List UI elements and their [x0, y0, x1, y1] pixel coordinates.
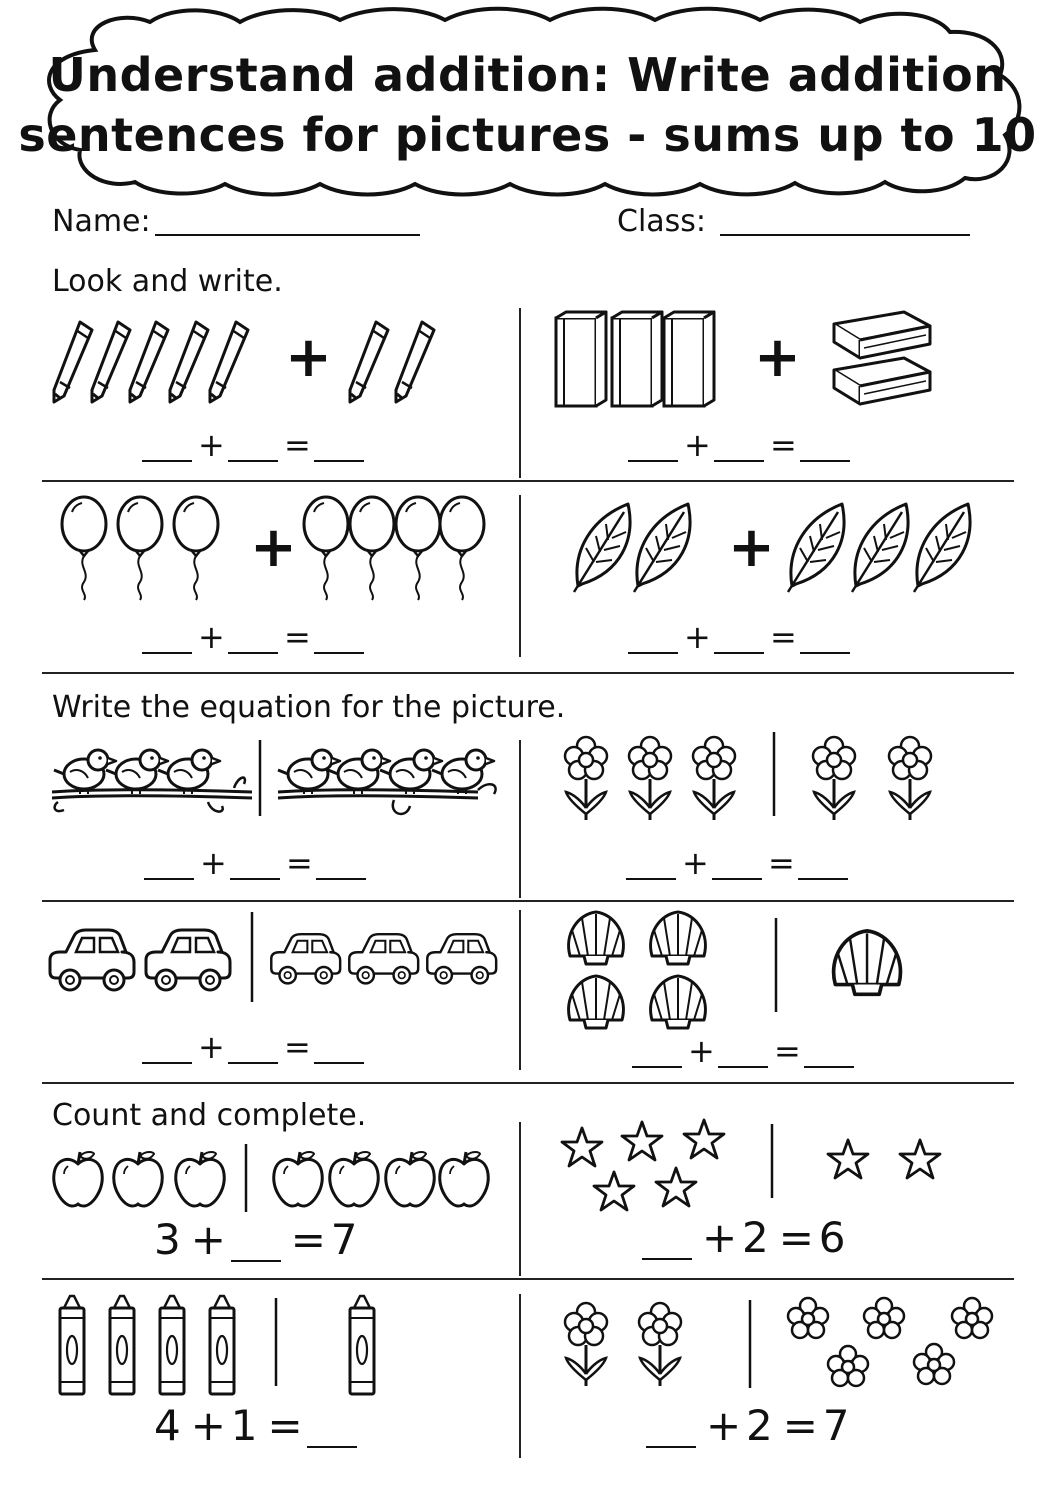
leaf-icon: [852, 504, 908, 592]
leaf-icon: [788, 504, 844, 592]
blossom-icon: [828, 1346, 868, 1386]
plus-sign: +: [190, 1215, 226, 1264]
balloon-icon: [440, 497, 484, 600]
answer-blank[interactable]: [626, 848, 676, 880]
star-icon: [562, 1128, 602, 1166]
crayon-icon: [60, 1296, 84, 1394]
car-icon: [146, 930, 230, 990]
answer-blank[interactable]: [307, 1406, 357, 1448]
answer-blank[interactable]: [314, 622, 364, 654]
sum: 7: [822, 1401, 850, 1450]
blossom-icon: [788, 1298, 828, 1338]
apple-icon: [54, 1152, 102, 1206]
balloon-icon: [304, 497, 348, 600]
answer-blank[interactable]: [800, 622, 850, 654]
blossom-icon: [914, 1344, 954, 1384]
shell-icon: [569, 912, 624, 964]
page-title-line-2: sentences for pictures - sums up to 10: [18, 108, 1037, 162]
equals-sign: =: [267, 1401, 303, 1450]
equals-sign: =: [284, 618, 311, 656]
answer-blank[interactable]: [632, 1036, 682, 1068]
answer-blank[interactable]: [316, 848, 366, 880]
name-label: Name:: [52, 204, 151, 239]
book-icon: [556, 312, 606, 406]
answer-blank[interactable]: [718, 1036, 768, 1068]
star-icon: [656, 1168, 696, 1206]
plus-sign: +: [198, 618, 225, 656]
shells-group: [562, 908, 922, 1036]
column-divider: [519, 740, 521, 898]
answer-blank[interactable]: [314, 430, 364, 462]
crayon-icon: [160, 1296, 184, 1394]
equation-crayons: [154, 1401, 357, 1450]
addend-2: 2: [746, 1401, 773, 1450]
star-icon: [594, 1172, 634, 1210]
flowers-group: [558, 732, 948, 824]
equation-stars: [642, 1213, 846, 1262]
cars-group: [46, 910, 506, 1005]
answer-blank[interactable]: [144, 848, 194, 880]
plus-sign: +: [684, 618, 711, 656]
equals-sign: =: [770, 426, 797, 464]
flower-icon: [693, 737, 735, 820]
answer-blank[interactable]: [230, 848, 280, 880]
answer-blank[interactable]: [228, 430, 278, 462]
crayons-group: [54, 1292, 394, 1398]
pencil-icon: [130, 322, 168, 402]
book-icon: [834, 312, 930, 358]
answer-blank[interactable]: [231, 1220, 281, 1262]
bird-icon: [328, 750, 390, 794]
column-divider: [519, 910, 521, 1070]
addend-2: 1: [230, 1401, 258, 1450]
equals-sign: =: [286, 844, 313, 882]
star-icon: [900, 1140, 940, 1178]
row-divider: [42, 672, 1014, 674]
column-divider: [519, 495, 521, 657]
answer-blank[interactable]: [628, 622, 678, 654]
equals-sign: =: [284, 1028, 311, 1066]
plus-sign: +: [198, 1028, 225, 1066]
bird-icon: [54, 750, 116, 794]
blossoms-group: [558, 1298, 1008, 1394]
stars-group: [556, 1116, 956, 1216]
answer-blank[interactable]: [142, 622, 192, 654]
equation-flowers: [626, 846, 848, 880]
column-divider: [519, 1294, 521, 1458]
flower-icon: [639, 1303, 681, 1386]
crayon-icon: [350, 1296, 374, 1394]
sum: 6: [818, 1213, 846, 1262]
column-divider: [519, 1122, 521, 1276]
equation-cars: [142, 1030, 364, 1064]
apple-icon: [440, 1152, 488, 1206]
books-group: [552, 308, 952, 413]
plus-sign: +: [702, 1213, 738, 1262]
shell-icon: [651, 976, 706, 1028]
equals-sign: =: [778, 1213, 814, 1262]
plus-sign: +: [688, 1032, 715, 1070]
bird-icon: [380, 750, 442, 794]
flower-icon: [889, 737, 931, 820]
balloon-icon: [174, 497, 218, 600]
section-heading-write-equation: Write the equation for the picture.: [52, 690, 566, 725]
pencil-icon: [170, 322, 208, 402]
pencil-icon: [210, 322, 248, 402]
equals-sign: =: [290, 1215, 326, 1264]
equation-birds: [144, 846, 366, 880]
addend-1: 3: [154, 1215, 181, 1264]
equation-apples: [154, 1215, 358, 1264]
equation-shells: [632, 1034, 854, 1068]
answer-blank[interactable]: [314, 1032, 364, 1064]
equals-sign: =: [782, 1401, 818, 1450]
plus-sign: +: [684, 426, 711, 464]
pencil-icon: [396, 322, 434, 402]
answer-blank[interactable]: [714, 622, 764, 654]
answer-blank[interactable]: [142, 1032, 192, 1064]
leaf-icon: [574, 504, 630, 592]
plus-sign: +: [682, 844, 709, 882]
answer-blank[interactable]: [642, 1218, 692, 1260]
bird-icon: [106, 750, 168, 794]
flower-icon: [629, 737, 671, 820]
apple-icon: [330, 1152, 378, 1206]
row-divider: [42, 1082, 1014, 1084]
equals-sign: =: [768, 844, 795, 882]
shell-icon: [651, 912, 706, 964]
answer-blank[interactable]: [800, 430, 850, 462]
star-icon: [828, 1140, 868, 1178]
answer-blank[interactable]: [798, 848, 848, 880]
plus-sign: +: [285, 325, 332, 390]
book-icon: [834, 358, 930, 404]
answer-blank[interactable]: [646, 1406, 696, 1448]
section-heading-look-and-write: Look and write.: [52, 264, 283, 299]
shell-icon: [834, 931, 901, 994]
balloon-icon: [396, 497, 440, 600]
pencil-icon: [54, 322, 92, 402]
plus-sign: +: [754, 325, 801, 390]
row-divider: [42, 900, 1014, 902]
birds-group: [48, 740, 508, 830]
equals-sign: =: [774, 1032, 801, 1070]
blossom-icon: [952, 1298, 992, 1338]
answer-blank[interactable]: [228, 622, 278, 654]
pencil-icon: [92, 322, 130, 402]
plus-sign: +: [728, 515, 775, 580]
equation-books: [628, 428, 850, 462]
bird-icon: [158, 750, 220, 794]
answer-blank[interactable]: [142, 430, 192, 462]
apples-group: [50, 1144, 490, 1214]
equals-sign: =: [284, 426, 311, 464]
addend-2: 2: [742, 1213, 769, 1262]
row-divider: [42, 1278, 1014, 1280]
car-icon: [271, 934, 340, 983]
leaf-icon: [634, 504, 690, 592]
class-label: Class:: [617, 204, 707, 239]
plus-sign: +: [198, 426, 225, 464]
answer-blank[interactable]: [804, 1036, 854, 1068]
balloon-icon: [62, 497, 106, 600]
answer-blank[interactable]: [228, 1032, 278, 1064]
blossom-icon: [864, 1298, 904, 1338]
apple-icon: [176, 1152, 224, 1206]
equation-blossoms: [646, 1401, 850, 1450]
section-heading-count-and-complete: Count and complete.: [52, 1098, 367, 1133]
addend-1: 4: [154, 1401, 181, 1450]
car-icon: [349, 934, 418, 983]
row-divider: [42, 480, 1014, 482]
apple-icon: [114, 1152, 162, 1206]
column-divider: [519, 308, 521, 478]
flower-icon: [565, 737, 607, 820]
equation-balloons: [142, 620, 364, 654]
star-icon: [622, 1122, 662, 1160]
sum: 7: [330, 1215, 358, 1264]
class-field[interactable]: [720, 234, 970, 236]
plus-sign: +: [706, 1401, 742, 1450]
star-icon: [684, 1120, 724, 1158]
page-title-line-1: Understand addition: Write addition: [48, 48, 1007, 102]
crayon-icon: [110, 1296, 134, 1394]
car-icon: [50, 930, 134, 990]
plus-sign: +: [190, 1401, 226, 1450]
name-field[interactable]: [155, 234, 420, 236]
plus-sign: +: [200, 844, 227, 882]
answer-blank[interactable]: [712, 848, 762, 880]
apple-icon: [274, 1152, 322, 1206]
book-icon: [664, 312, 714, 406]
equation-pencils: [142, 428, 364, 462]
car-icon: [427, 934, 496, 983]
pencil-icon: [350, 322, 388, 402]
balloon-icon: [118, 497, 162, 600]
answer-blank[interactable]: [714, 430, 764, 462]
leaf-icon: [914, 504, 970, 592]
book-icon: [612, 312, 662, 406]
shell-icon: [569, 976, 624, 1028]
equation-leaves: [628, 620, 850, 654]
crayon-icon: [210, 1296, 234, 1394]
apple-icon: [386, 1152, 434, 1206]
plus-sign: +: [250, 515, 297, 580]
answer-blank[interactable]: [628, 430, 678, 462]
flower-icon: [813, 737, 855, 820]
pencils-group: [48, 318, 458, 408]
balloon-icon: [350, 497, 394, 600]
flower-icon: [565, 1303, 607, 1386]
equals-sign: =: [770, 618, 797, 656]
